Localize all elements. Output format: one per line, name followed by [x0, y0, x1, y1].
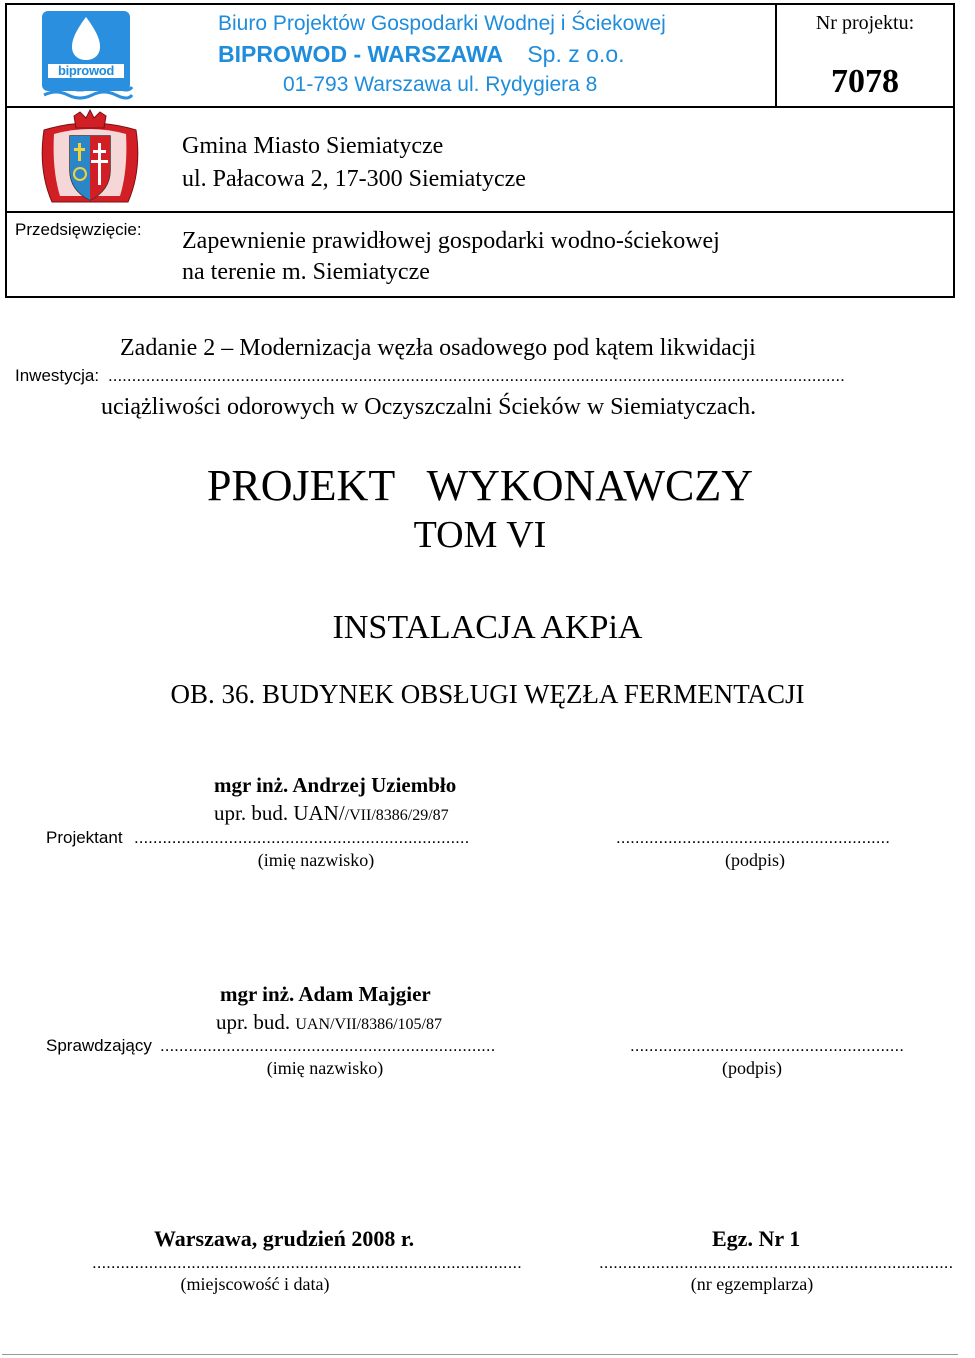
- undertaking-label: Przedsięwzięcie:: [15, 220, 142, 239]
- coat-of-arms-icon: [30, 110, 150, 212]
- checker-name: mgr inż. Adam Majgier: [220, 982, 431, 1006]
- checker-sign-dots: ..........................................................: [630, 1036, 904, 1055]
- frame-header-bottom: [5, 106, 955, 108]
- place-and-date: Warszawa, grudzień 2008 r.: [154, 1226, 415, 1251]
- discipline-title: INSTALACJA AKPiA: [332, 609, 643, 646]
- investment-dots: ............................................................................................................................................................: [108, 366, 845, 385]
- project-number-label: Nr projektu:: [815, 12, 915, 34]
- page-border-bottom: [2, 1354, 958, 1355]
- place-date-caption: (miejscowość i data): [180, 1274, 330, 1294]
- copy-number-dots: ...........................................................................: [599, 1253, 954, 1272]
- investor-address: ul. Pałacowa 2, 17-300 Siemiatycze: [182, 166, 526, 192]
- designer-sign-dots: ..........................................................: [616, 828, 890, 847]
- checker-license-number: UAN/VII/8386/105/87: [295, 1016, 442, 1033]
- designer-sign-caption: (podpis): [725, 850, 785, 870]
- designer-license-prefix: upr. bud. UAN/: [214, 801, 345, 825]
- frame-right: [953, 3, 955, 298]
- designer-role: Projektant: [46, 828, 123, 847]
- company-address: 01-793 Warszawa ul. Rydygiera 8: [283, 73, 598, 96]
- checker-sign-caption: (podpis): [722, 1058, 782, 1078]
- checker-role: Sprawdzający: [46, 1036, 152, 1055]
- copy-number: Egz. Nr 1: [712, 1226, 801, 1251]
- investor-name: Gmina Miasto Siemiatycze: [182, 133, 444, 159]
- frame-left: [5, 3, 7, 298]
- company-brand-name: BIPROWOD - WARSZAWA: [218, 41, 503, 67]
- checker-license-prefix: upr. bud.: [216, 1010, 291, 1034]
- biprowod-logo: [36, 7, 136, 103]
- designer-name-dots: .......................................................................: [134, 828, 470, 847]
- frame-bottom: [5, 296, 955, 298]
- checker-license: [216, 1010, 442, 1035]
- checker-name-dots: .......................................................................: [160, 1036, 496, 1055]
- designer-name: mgr inż. Andrzej Uziembło: [214, 773, 457, 797]
- task-line-2: uciążliwości odorowych w Oczyszczalni Ścieków w Siemiatyczach.: [101, 394, 757, 420]
- company-legal-form: Sp. z o.o.: [527, 41, 625, 67]
- frame-top: [5, 3, 955, 5]
- object-title: OB. 36. BUDYNEK OBSŁUGI WĘZŁA FERMENTACJI: [170, 679, 805, 709]
- investment-label: Inwestycja:: [15, 366, 100, 385]
- document-title: PROJEKT WYKONAWCZY: [206, 461, 754, 510]
- place-date-dots: ...........................................................................................: [92, 1253, 522, 1272]
- checker-name-caption: (imię nazwisko): [266, 1058, 384, 1078]
- designer-license: [214, 801, 449, 826]
- undertaking-line2: na terenie m. Siemiatycze: [182, 259, 430, 285]
- company-brand: [218, 41, 625, 68]
- project-number: 7078: [831, 63, 899, 100]
- copy-number-caption: (nr egzemplarza): [690, 1274, 814, 1294]
- company-name: Biuro Projektów Gospodarki Wodnej i Ściekowej: [218, 12, 666, 35]
- logo-wordmark: biprowod: [57, 63, 115, 78]
- task-line-1: Zadanie 2 – Modernizacja węzła osadowego pod kątem likwidacji: [120, 335, 756, 361]
- designer-name-caption: (imię nazwisko): [257, 850, 375, 870]
- designer-license-number: /VII/8386/29/87: [344, 807, 449, 824]
- undertaking-line1: Zapewnienie prawidłowej gospodarki wodno-ściekowej: [182, 228, 720, 254]
- volume-title: TOM VI: [413, 514, 547, 556]
